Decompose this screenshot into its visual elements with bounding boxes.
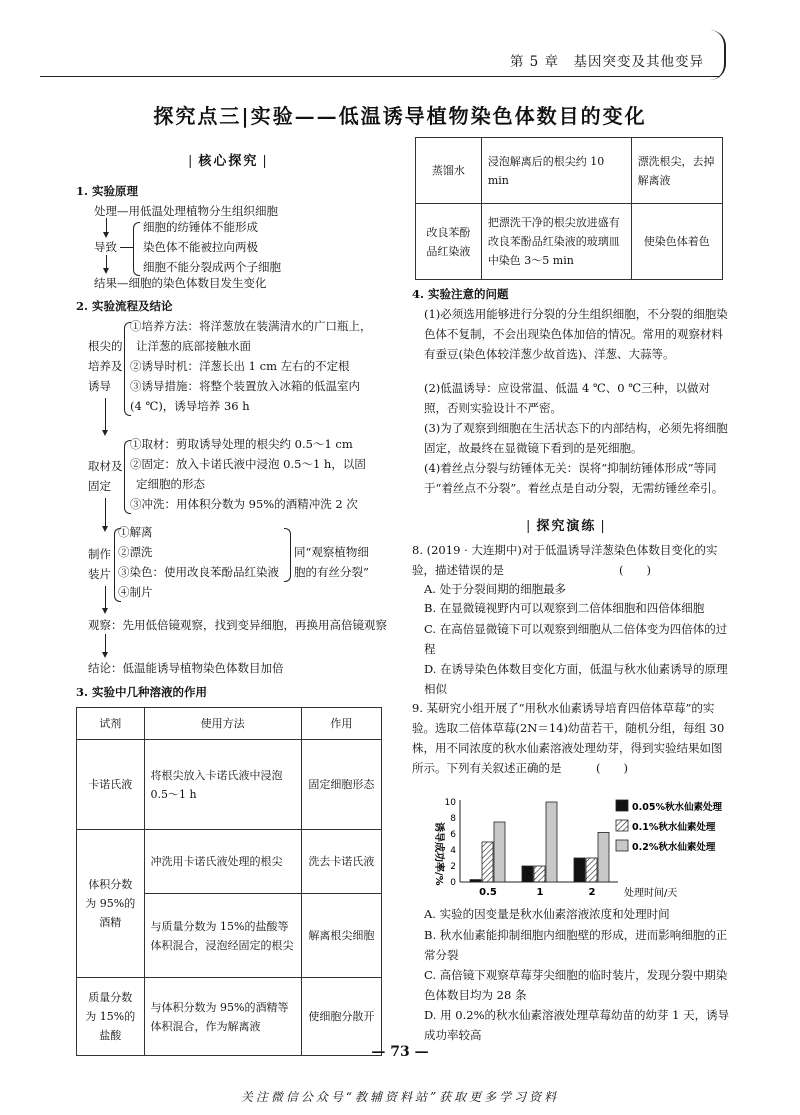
- header-decoration: [710, 30, 726, 80]
- section-label-core: | 核心探究 |: [180, 150, 277, 169]
- chart-ytick: 4: [450, 846, 456, 856]
- q9-option-a: A. 实验的因变量是秋水仙素溶液浓度和处理时间: [424, 907, 670, 921]
- chart-bar: [598, 832, 609, 882]
- footer-note: 关注微信公众号“教辅资料站”获取更多学习资料: [240, 1090, 560, 1104]
- q8-option-c: C. 在高倍显微镜下可以观察到细胞从二倍体变为四倍体的过程: [424, 622, 728, 656]
- page-number: — 73 —: [371, 1044, 429, 1060]
- chart-bar: [470, 880, 481, 882]
- chart-ytick: 8: [450, 814, 456, 824]
- chart-xtick: 0.5: [479, 887, 497, 898]
- observe-text: 观察：先用低倍镜观察，找到变异细胞，再换用高倍镜观察: [88, 618, 387, 632]
- chart-bar: [522, 866, 533, 882]
- s1-line-0: 处理—用低温处理植物分生组织细胞: [94, 204, 278, 218]
- chart-xtick: 1: [536, 887, 544, 898]
- q9-option-c: C. 高倍镜下观察草莓芽尖细胞的临时装片，发现分裂中期染色体数目均为 28 条: [424, 968, 728, 1002]
- legend-label: 0.1%秋水仙素处理: [632, 822, 716, 833]
- s1-title: 1. 实验原理: [76, 184, 139, 198]
- legend-swatch: [616, 800, 628, 811]
- solution-table-left: 试剂 使用方法 作用 卡诺氏液 将根尖放入卡诺氏液中浸泡 0.5～1 h 固定细胞形态 体积分数为 95%的酒精 冲洗用卡诺氏液处理的根尖 洗去卡诺氏液 与质量分数为 15%的盐酸等体积混合，浸泡经固定的根尖 解离根尖细胞 质量分数为 15%的盐酸 与体积分数为 95%的酒精等体积混合，作为解离液 使细胞分散开: [76, 707, 382, 1056]
- chart-bar: [574, 858, 585, 882]
- bar-chart: [428, 782, 728, 902]
- legend-label: 0.2%秋水仙素处理: [632, 842, 716, 853]
- q9-option-b: B. 秋水仙素能抑制细胞内细胞壁的形成，进而影响细胞的正常分裂: [424, 928, 728, 962]
- note-3: (3)为了观察到细胞在生活状态下的内部结构，必须先将细胞固定，故最终在显微镜下看到的是死细胞。: [424, 421, 728, 455]
- chart-bar: [534, 866, 545, 882]
- s1-line-1: 细胞的纺锤体不能形成: [143, 220, 258, 234]
- chart-ytick: 6: [450, 830, 456, 840]
- header-rule: [40, 76, 720, 77]
- chart-ylabel: 诱导成功率/%: [433, 822, 444, 886]
- note-4: (4)着丝点分裂与纺锤体无关：误将“抑制纺锤体形成”等同于“着丝点不分裂”。着丝点是自动分裂，无需纺锤丝牵引。: [424, 461, 724, 495]
- chart-ytick: 2: [450, 862, 456, 872]
- legend-label: 0.05%秋水仙素处理: [632, 802, 722, 813]
- chapter-header: 第 5 章 基因突变及其他变异: [509, 54, 704, 70]
- chart-xlabel: 处理时间/天: [624, 888, 678, 899]
- q8-option-b: B. 在显微镜视野内可以观察到二倍体细胞和四倍体细胞: [424, 601, 705, 615]
- q9-option-d: D. 用 0.2%的秋水仙素溶液处理草莓幼苗的幼芽 1 天，诱导成功率较高: [424, 1008, 730, 1042]
- legend-swatch: [616, 820, 628, 831]
- chart-ytick: 10: [444, 798, 456, 808]
- s4-title: 4. 实验注意的问题: [412, 287, 509, 301]
- legend-swatch: [616, 840, 628, 851]
- s1-line-2: 导致: [94, 240, 117, 254]
- solution-table-right: 蒸馏水 浸泡解离后的根尖约 10 min 漂洗根尖，去掉解离液 改良苯酚品红染液 把漂洗干净的根尖放进盛有改良苯酚品红染液的玻璃皿中染色 3～5 min 使染色体着色: [415, 137, 723, 280]
- q8-option-a: A. 处于分裂间期的细胞最多: [424, 582, 567, 596]
- chart-bar: [586, 858, 597, 882]
- chart-bar: [546, 802, 557, 882]
- chart-bar: [482, 842, 493, 882]
- s1-line-3: 染色体不能被拉向两极: [143, 240, 258, 254]
- note-1: (1)必须选用能够进行分裂的分生组织细胞，不分裂的细胞染色体不复制，不会出现染色体加倍的情况。常用的观察材料有蚕豆(染色体较洋葱少故首选)、洋葱、大蒜等。: [424, 307, 728, 361]
- q8-stem: 8. (2019 · 大连期中)对于低温诱导洋葱染色体数目变化的实验，描述错误的是 ( ): [412, 543, 718, 577]
- note-2: (2)低温诱导：应设常温、低温 4 ℃、0 ℃三种，以做对照，否则实验设计不严密。: [424, 381, 711, 415]
- section-label-practice: | 探究演练 |: [518, 515, 615, 534]
- chart-bar: [494, 822, 505, 882]
- q9-stem: 9. 某研究小组开展了“用秋水仙素诱导培育四倍体草莓”的实验。选取二倍体草莓(2N＝14)幼苗若干，随机分组，每组 30 株，用不同浓度的秋水仙素溶液处理幼芽，得到实验结果如图所示。下列有关叙述正确的是 ( ): [412, 701, 725, 775]
- s1-line-5: 结果—细胞的染色体数目发生变化: [94, 276, 267, 290]
- page-title: 探究点三|实验——低温诱导植物染色体数目的变化: [153, 104, 647, 128]
- s2-title: 2. 实验流程及结论: [76, 299, 173, 313]
- chart-ytick: 0: [450, 878, 456, 888]
- s3-title: 3. 实验中几种溶液的作用: [76, 685, 208, 699]
- conclusion-text: 结论：低温能诱导植物染色体数目加倍: [88, 661, 284, 675]
- s1-line-4: 细胞不能分裂成两个子细胞: [143, 260, 281, 274]
- chart-xtick: 2: [588, 887, 596, 898]
- q8-option-d: D. 在诱导染色体数目变化方面，低温与秋水仙素诱导的原理相似: [424, 662, 728, 696]
